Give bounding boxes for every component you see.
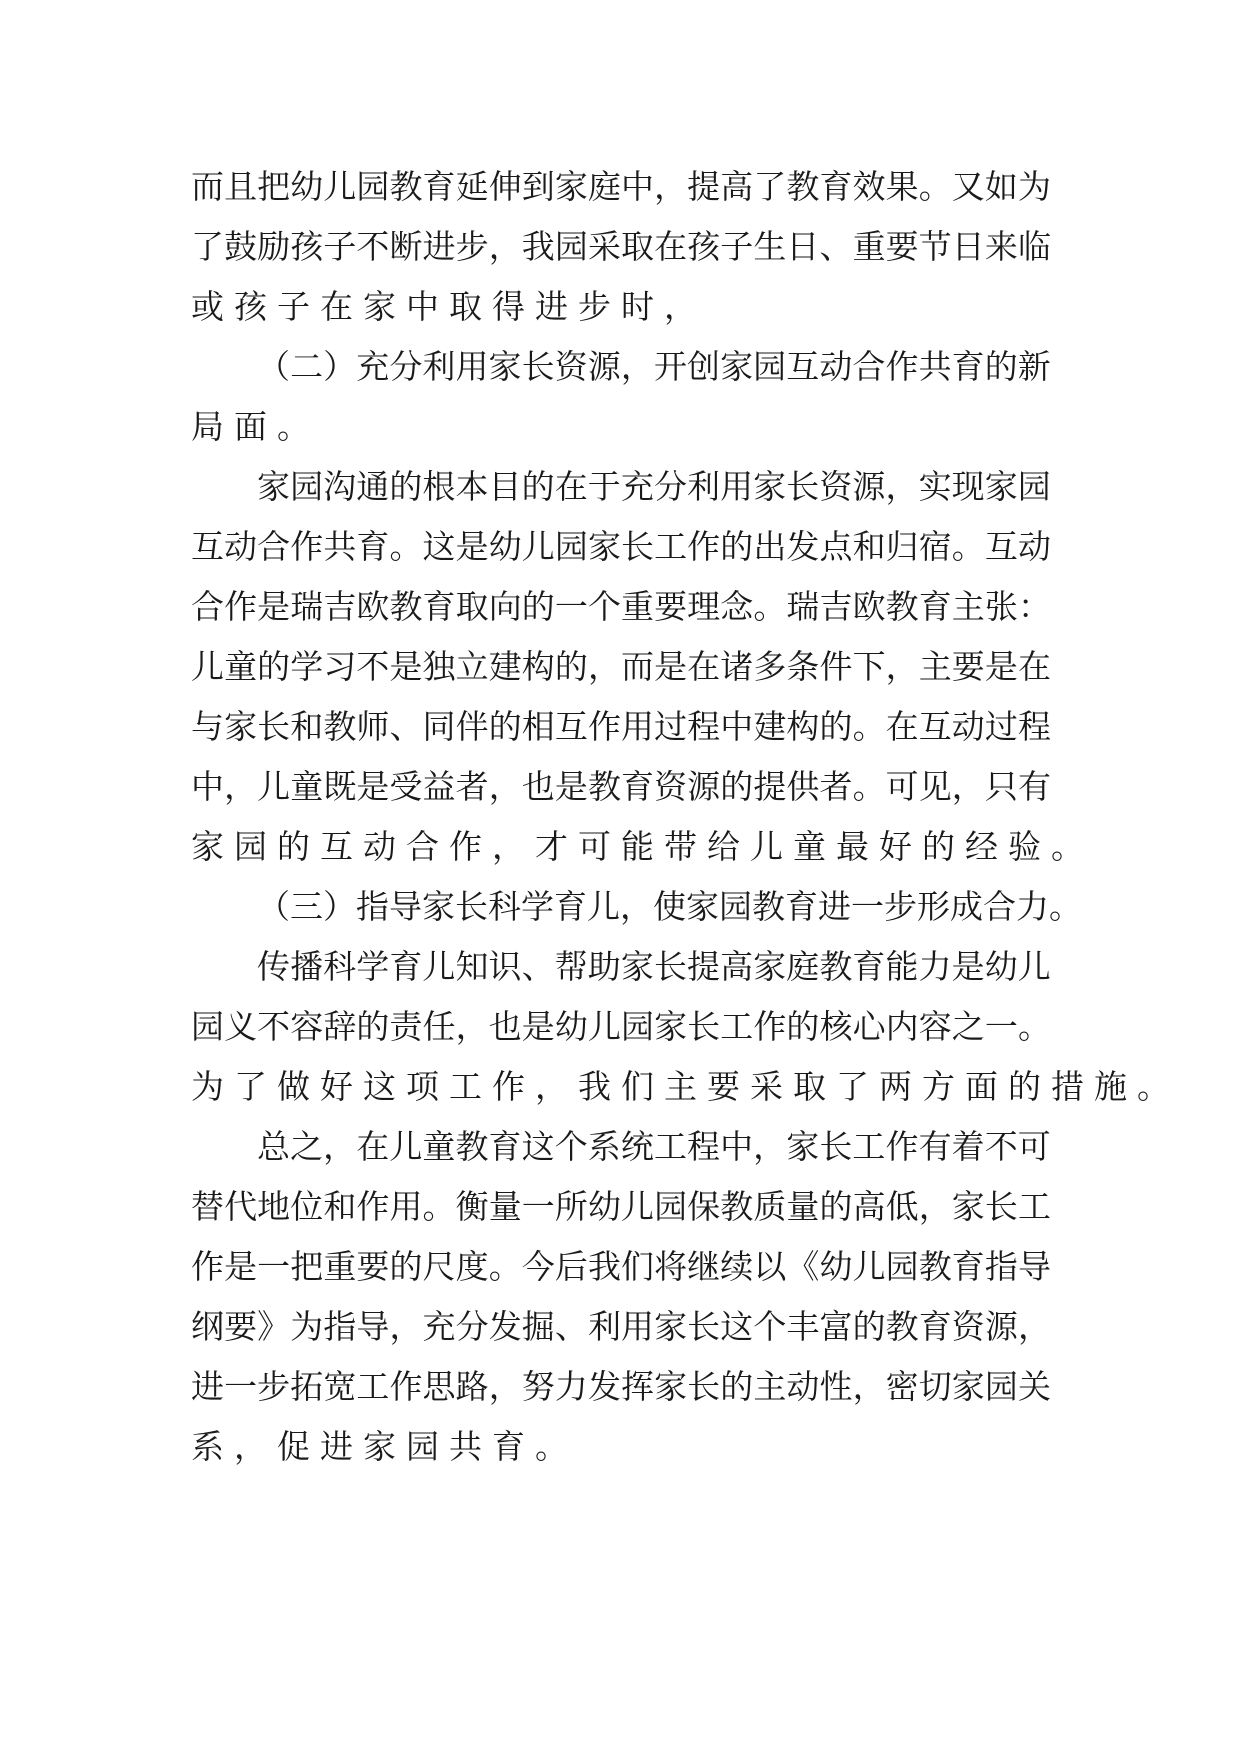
text-line: 合 作 是 瑞 吉 欧 教 育 取 向 的 一 个 重 要 理 念 。 瑞 吉 欧 教 育 主 张 ： [191,587,1051,626]
text-line: 替 代 地 位 和 作 用 。 衡 量 一 所 幼 儿 园 保 教 质 量 的 高 低 ， 家 长 工 [191,1187,1051,1226]
paragraph-6 [191,1117,1051,1477]
text-line: 互 动 合 作 共 育 。 这 是 幼 儿 园 家 长 工 作 的 出 发 点 和 归 宿 。 互 动 [191,527,1051,566]
paragraph-4-heading [191,877,1082,937]
paragraph-1 [191,157,1051,337]
text-line: 或孩子在家中取得进步时， [191,287,707,326]
text-line: 儿 童 的 学 习 不 是 独 立 建 构 的 ， 而 是 在 诸 多 条 件 下 ， 主 要 是 在 [191,647,1051,686]
text-line: 家园的互动合作，才可能带给儿童最好的经验。 [191,827,1094,866]
text-line: 中 ， 儿 童 既 是 受 益 者 ， 也 是 教 育 资 源 的 提 供 者 。 可 见 ， 只 有 [191,767,1051,806]
section-heading-line: 局面。 [191,407,320,446]
text-line: 为了做好这项工作，我们主要采取了两方面的措施。 [191,1067,1180,1106]
text-line: 而 且 把 幼 儿 园 教 育 延 伸 到 家 庭 中 ， 提 高 了 教 育 效 果 。 又 如 为 [191,167,1051,206]
text-line: 传 播 科 学 育 儿 知 识 、 帮 助 家 长 提 高 家 庭 教 育 能 力 是 幼 儿 [257,947,1051,986]
text-line: 进 一 步 拓 宽 工 作 思 路 ， 努 力 发 挥 家 长 的 主 动 性 ， 密 切 家 园 关 [191,1367,1051,1406]
paragraph-5 [191,937,1180,1117]
document-body [191,157,1180,1477]
text-line: 作 是 一 把 重 要 的 尺 度 。 今 后 我 们 将 继 续 以 《 幼 儿 园 教 育 指 导 [191,1247,1051,1286]
text-line: 园 义 不 容 辞 的 责 任 ， 也 是 幼 儿 园 家 长 工 作 的 核 心 内 容 之 一 。 [191,1007,1051,1046]
section-heading-line: （ 二 ） 充 分 利 用 家 长 资 源 ， 开 创 家 园 互 动 合 作 共 育 的 新 [257,347,1051,386]
text-line: 总 之 ， 在 儿 童 教 育 这 个 系 统 工 程 中 ， 家 长 工 作 有 着 不 可 [257,1127,1051,1166]
text-line: 系，促进家园共育。 [191,1427,578,1466]
section-heading-line: （ 三 ） 指 导 家 长 科 学 育 儿 ， 使 家 园 教 育 进 一 步 形 成 合 力 。 [257,887,1082,926]
text-line: 与 家 长 和 教 师 、 同 伴 的 相 互 作 用 过 程 中 建 构 的 。 在 互 动 过 程 [191,707,1051,746]
text-line: 家 园 沟 通 的 根 本 目 的 在 于 充 分 利 用 家 长 资 源 ， 实 现 家 园 [257,467,1051,506]
text-line: 纲 要 》 为 指 导 ， 充 分 发 掘 、 利 用 家 长 这 个 丰 富 的 教 育 资 源 ， [191,1307,1051,1346]
paragraph-2-heading [191,337,1051,457]
paragraph-3 [191,457,1094,877]
text-line: 了 鼓 励 孩 子 不 断 进 步 ， 我 园 采 取 在 孩 子 生 日 、 重 要 节 日 来 临 [191,227,1051,266]
